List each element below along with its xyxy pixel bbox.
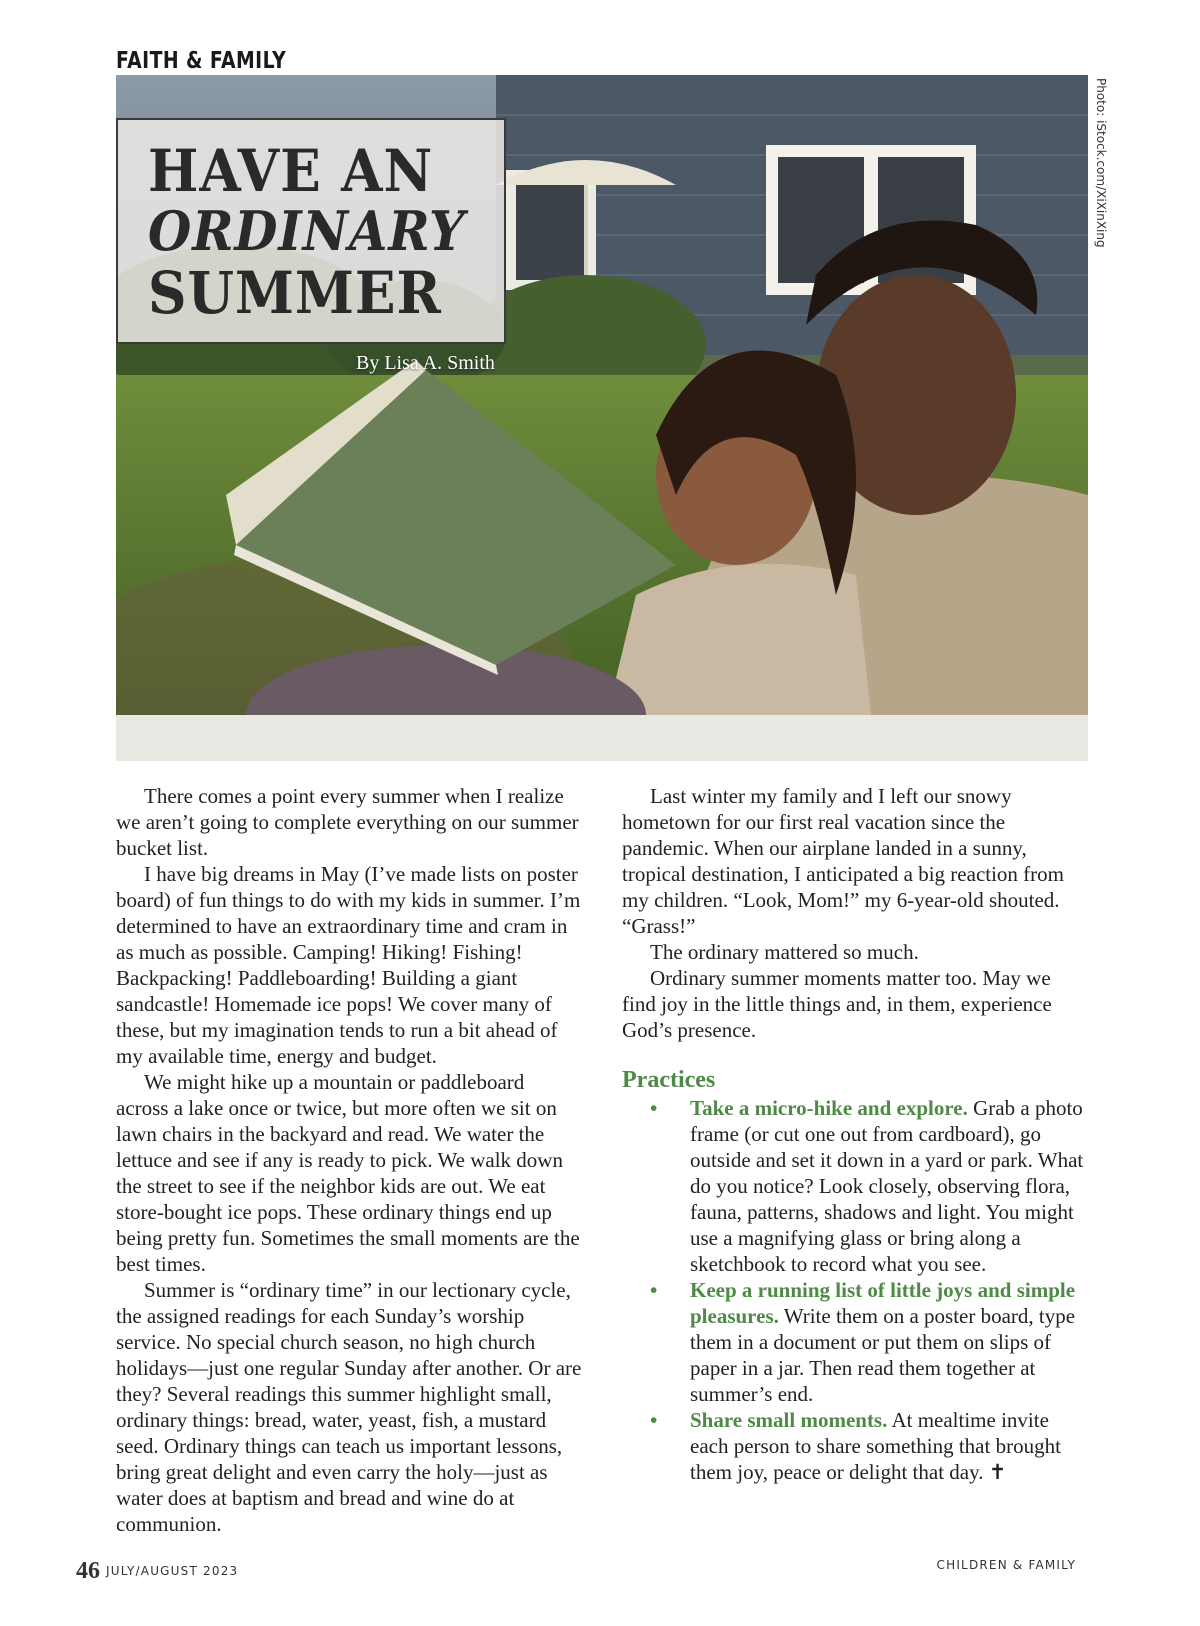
right-column (622, 783, 1084, 1485)
section-label: FAITH & FAMILY (116, 48, 287, 74)
paragraph: Summer is “ordinary time” in our lectionary cycle, the assigned readings for each Sunday’s worship service. No special church season, no high church holidays—just one regular Sunday after another. Or are they? Several readings this summer highlight small, ordinary things: bread, water, yeast, fish, a mustard seed. Ordinary things can teach us important lessons, bring great delight and even carry the holy—just as water does at baptism and bread and wine do at communion. (116, 1278, 582, 1536)
practices-list (622, 1095, 1084, 1485)
practice-text: Grab a photo frame (or cut one out from cardboard), go outside and set it down in a yard or park. What do you notice? Look closely, observing flora, fauna, patterns, shadows and light. You might use a magnifying glass or bring along a sketchbook to record what you see. (690, 1096, 1084, 1276)
bullet-icon: • (650, 1278, 658, 1302)
paragraph: We might hike up a mountain or paddleboard across a lake once or twice, but more often we sit on lawn chairs in the backyard and read. We water the lettuce and see if any is ready to pick. We walk down the street to see if the neighbor kids are out. We eat store-bought ice pops. These ordinary things end up being pretty fun. Sometimes the small moments are the best times. (116, 1070, 580, 1276)
practice-item (622, 1095, 1084, 1277)
title-line-2: ORDINARY (148, 199, 466, 263)
practice-text: At mealtime invite each person to share something that brought them joy, peace or delight that day. ✝ (690, 1408, 1061, 1484)
practice-text: Write them on a poster board, type them in a document or put them on slips of paper in a jar. Then read them together at summer’s end. (690, 1304, 1076, 1406)
paragraph: I have big dreams in May (I’ve made lists on poster board) of fun things to do with my kids in summer. I’m determined to have an extraordinary time and cram in as much as possible. Camping! Hiking! Fishing! Backpacking! Paddleboarding! Building a giant sandcastle! Homemade ice pops! We cover many of these, but my imagination tends to run a bit ahead of my available time, energy and budget. (116, 862, 581, 1068)
practices-heading: Practices (622, 1067, 716, 1093)
bullet-icon: • (650, 1408, 658, 1432)
paragraph: The ordinary mattered so much. (650, 940, 919, 964)
left-column (116, 783, 582, 1537)
title-line-3: SUMMER (148, 259, 442, 327)
practice-title: Take a micro-hike and explore. (690, 1096, 968, 1120)
practice-item (622, 1277, 1084, 1407)
issue-date: JULY/AUGUST 2023 (106, 1564, 239, 1578)
paragraph: Last winter my family and I left our snowy hometown for our first real vacation since the pandemic. When our airplane landed in a sunny, tropical destination, I anticipated a big reaction from my children. “Look, Mom!” my 6-year-old shouted. “Grass!” (622, 784, 1065, 938)
bullet-icon: • (650, 1096, 658, 1120)
byline: By Lisa A. Smith (356, 352, 495, 374)
page-number: 46 (76, 1558, 100, 1584)
practice-item (622, 1407, 1084, 1485)
paragraph: Ordinary summer moments matter too. May we find joy in the little things and, in them, experience God’s presence. (622, 966, 1052, 1042)
footer-left (76, 1558, 238, 1585)
footer-section-name: CHILDREN & FAMILY (936, 1558, 1076, 1572)
photo-credit: Photo: iStock.com/XiXinXing (1094, 78, 1108, 248)
practice-title: Keep a running list of little joys and simple pleasures. (690, 1278, 1076, 1328)
paragraph: There comes a point every summer when I realize we aren’t going to complete everything on our summer bucket list. (116, 784, 579, 860)
title-line-1: HAVE AN (148, 137, 434, 205)
practice-title: Share small moments. (690, 1408, 888, 1432)
